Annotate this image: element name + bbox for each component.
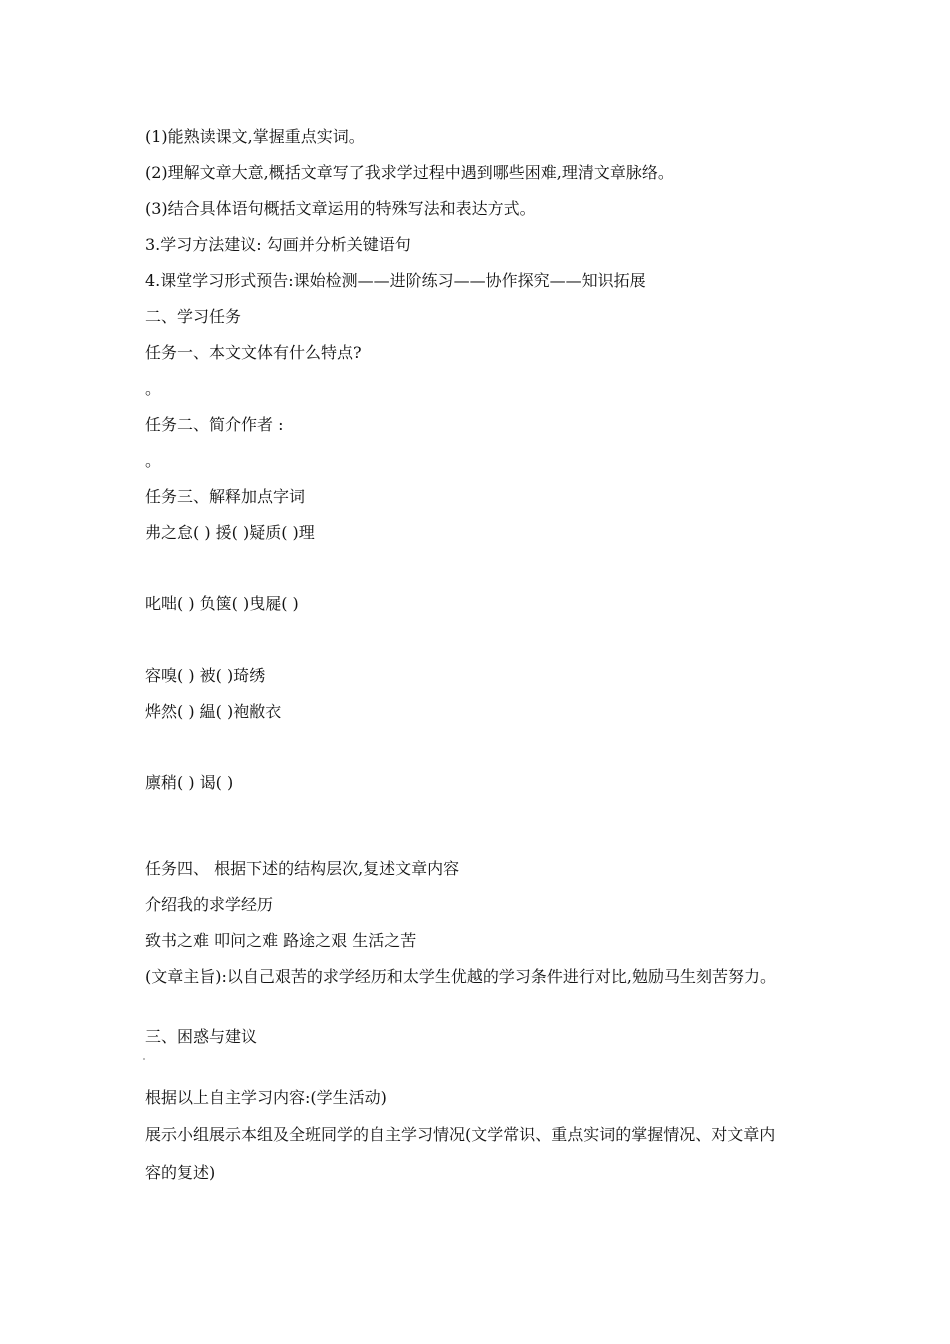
objective-1: (1)能熟读课文,掌握重点实词。 [145,127,365,146]
objective-2: (2)理解文章大意,概括文章写了我求学过程中遇到哪些困难,理清文章脉络。 [145,163,674,182]
words-row-3: 容嗅( ) 被( )琦绣 [145,666,266,685]
structure-title: 介绍我的求学经历 [145,895,274,914]
section-3-heading: 三、困惑与建议 [145,1027,258,1046]
task-3: 任务三、解释加点字词 [145,487,306,506]
task-2-answer: 。 [145,451,162,470]
activity-line-1: 展示小组展示本组及全班同学的自主学习情况(文学常识、重点实词的掌握情况、对文章内 [145,1125,776,1144]
words-row-5: 廪稍( ) 谒( ) [145,773,234,792]
objective-3: (3)结合具体语句概括文章运用的特殊写法和表达方式。 [145,199,536,218]
study-method: 3.学习方法建议: 勾画并分析关键语句 [145,235,411,254]
section-3-intro: 根据以上自主学习内容:(学生活动) [145,1088,387,1107]
words-row-1: 弗之怠( ) 援( )疑质( )理 [145,523,315,542]
article-theme: (文章主旨):以自己艰苦的求学经历和太学生优越的学习条件进行对比,勉励马生刻苦努力。 [145,967,776,986]
task-1-answer: 。 [145,379,162,398]
activity-line-2: 容的复述) [145,1163,216,1182]
class-forms: 4.课堂学习形式预告:课始检测——进阶练习——协作探究——知识拓展 [145,271,646,290]
words-row-2: 叱咄( ) 负箧( )曳屣( ) [145,594,299,613]
words-row-4: 烨然( ) 緼( )袍敝衣 [145,702,282,721]
task-2: 任务二、简介作者 : [145,415,284,434]
structure-points: 致书之难 叩问之难 路途之艰 生活之苦 [145,931,417,950]
stray-mark [143,1058,145,1060]
task-1: 任务一、本文文体有什么特点? [145,343,362,362]
section-2-heading: 二、学习任务 [145,307,242,326]
task-4: 任务四、 根据下述的结构层次,复述文章内容 [145,859,460,878]
